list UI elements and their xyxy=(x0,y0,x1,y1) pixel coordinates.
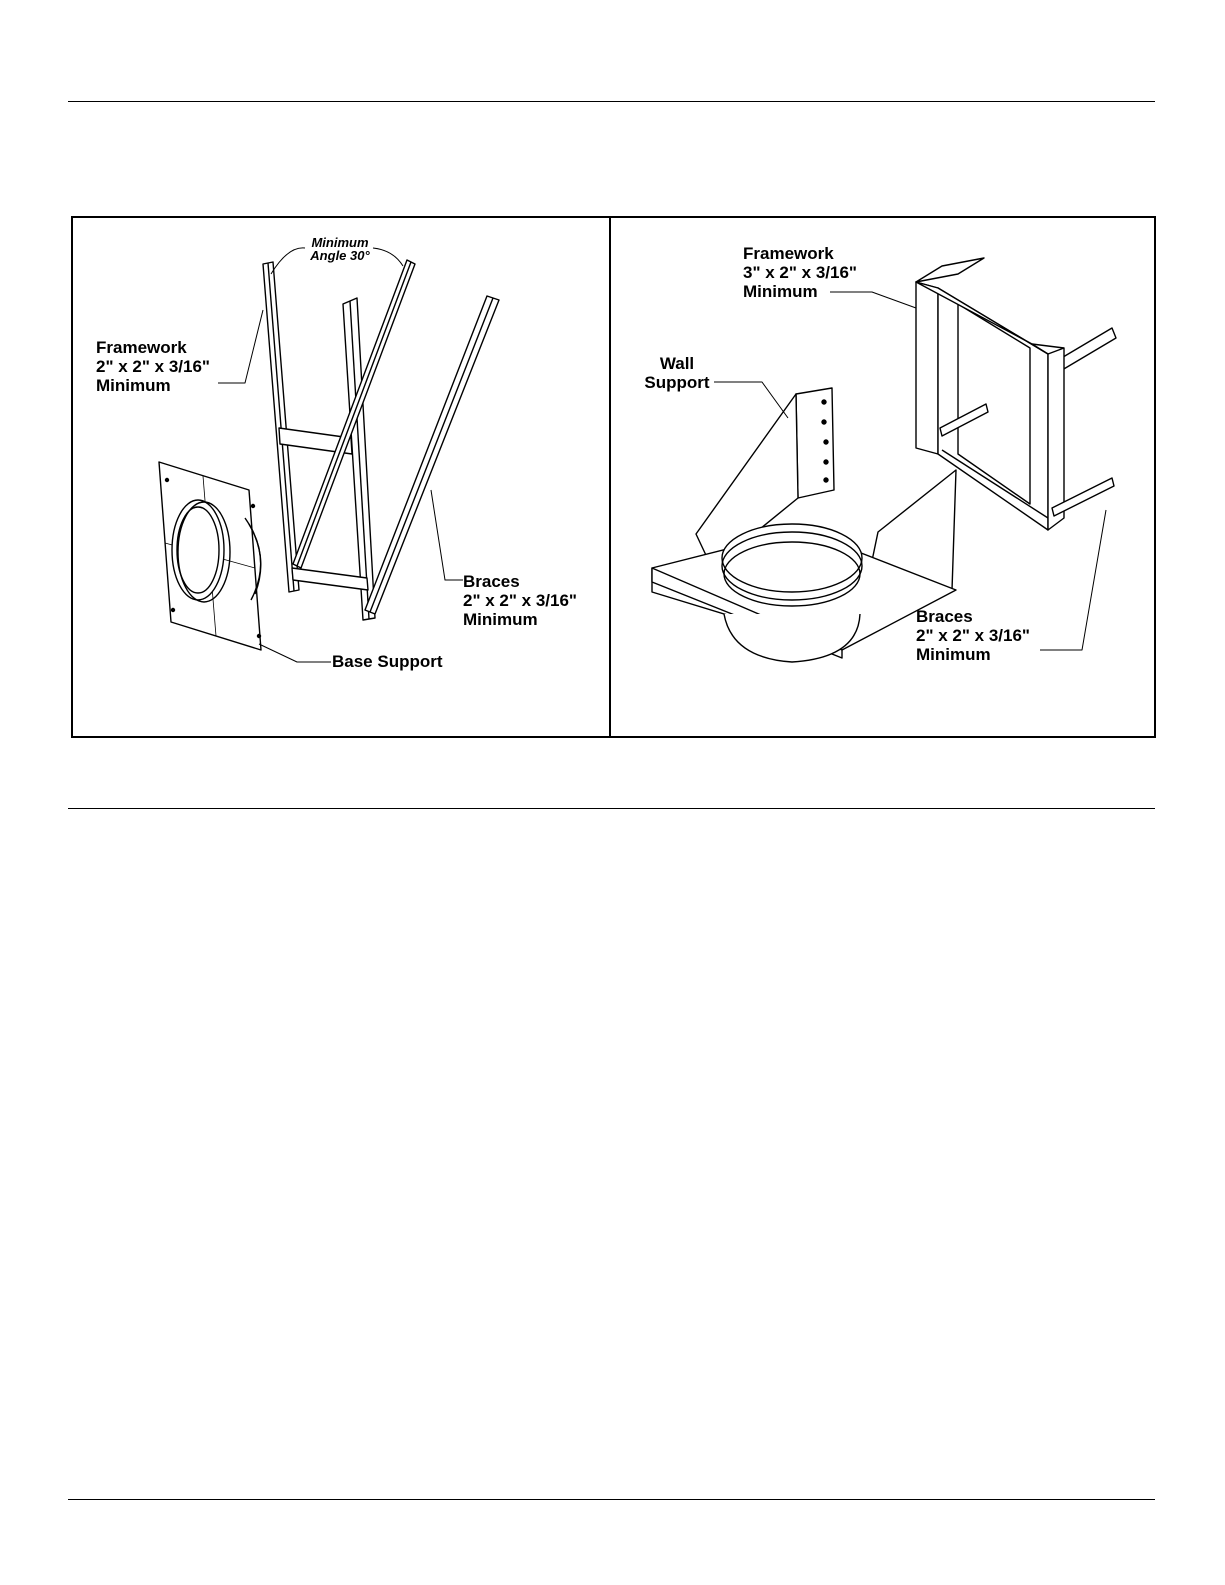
braces-label-left xyxy=(463,572,577,629)
base-support-leader xyxy=(259,644,331,662)
framework-right-line2: 3" x 2" x 3/16" xyxy=(743,263,857,282)
braces-right-line3: Minimum xyxy=(916,645,991,664)
braces-right-line1: Braces xyxy=(916,607,973,626)
framework-leader xyxy=(218,310,263,383)
base-support-plate xyxy=(159,462,261,650)
wall-support xyxy=(652,388,956,662)
middle-rule xyxy=(68,808,1155,809)
wall-support-label xyxy=(642,354,712,392)
panel-divider xyxy=(609,218,611,736)
wall-support-line2: Support xyxy=(644,373,710,392)
framework-left-line2: 2" x 2" x 3/16" xyxy=(96,357,210,376)
framework-left-line3: Minimum xyxy=(96,376,171,395)
base-support-label: Base Support xyxy=(332,652,443,671)
braces-left-line2: 2" x 2" x 3/16" xyxy=(463,591,577,610)
braces-label-right xyxy=(916,607,1030,664)
top-rule xyxy=(68,101,1155,102)
framework-label-left xyxy=(96,338,210,395)
framework-right-line3: Minimum xyxy=(743,282,818,301)
angle-label-line2: Angle 30° xyxy=(310,248,370,263)
right-panel-drawing xyxy=(612,218,1153,736)
braces-leader xyxy=(431,490,463,580)
support-figure xyxy=(71,216,1156,738)
right-braces-leader xyxy=(1040,510,1106,650)
angle-label-line1: Minimum xyxy=(311,235,369,250)
angle-arc xyxy=(271,248,305,274)
bottom-rule xyxy=(68,1499,1155,1500)
framework-right-line1: Framework xyxy=(743,244,834,263)
wall-support-line1: Wall xyxy=(659,354,695,373)
framework-left-line1: Framework xyxy=(96,338,187,357)
framework-label-right xyxy=(743,244,857,301)
braces-left-line3: Minimum xyxy=(463,610,538,629)
angle-label xyxy=(305,236,375,262)
wall-support-leader xyxy=(714,382,788,418)
braces-left-line1: Braces xyxy=(463,572,520,591)
braces-right-line2: 2" x 2" x 3/16" xyxy=(916,626,1030,645)
framework-frame xyxy=(263,260,499,620)
